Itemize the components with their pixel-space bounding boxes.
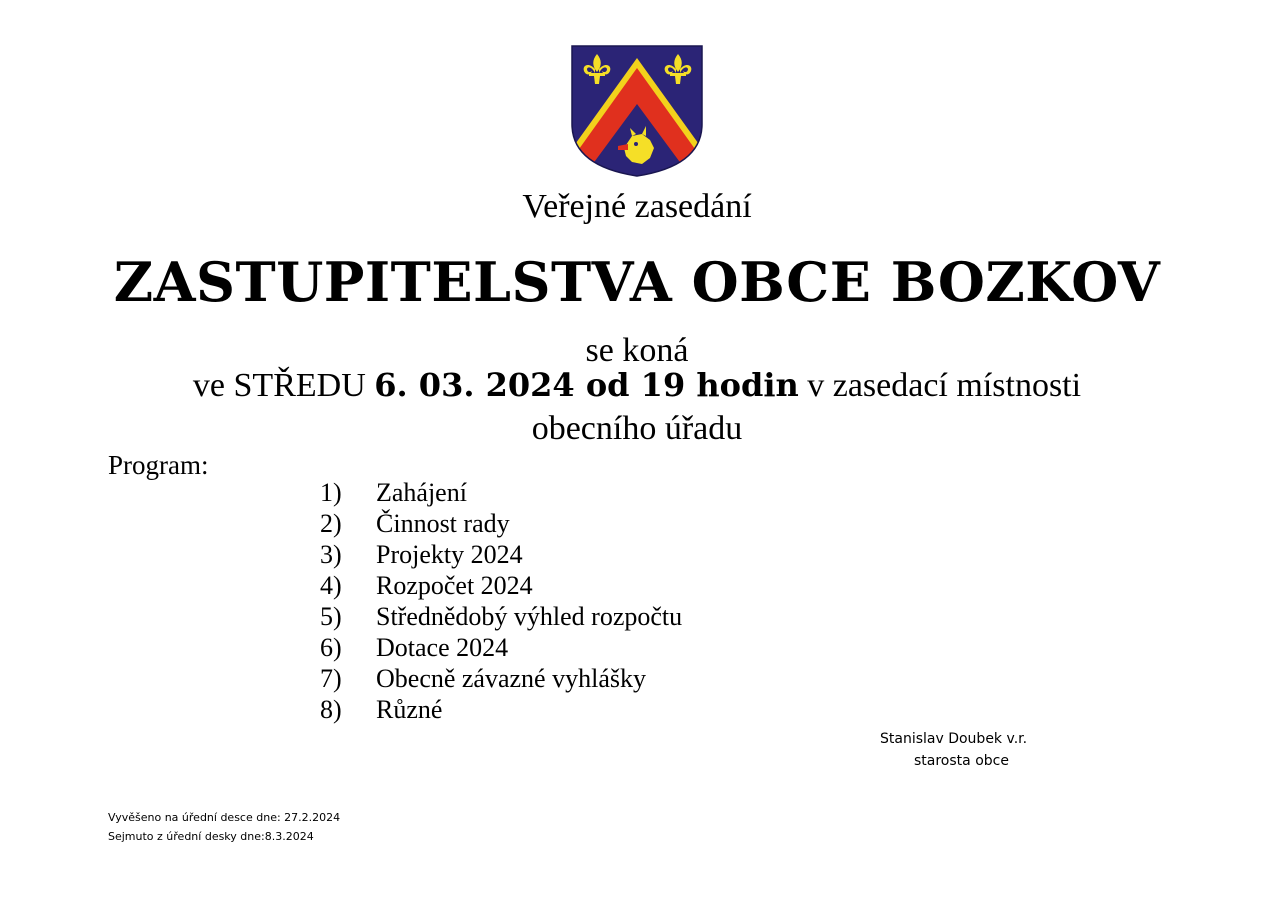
agenda-list	[320, 478, 682, 726]
meeting-type: Veřejné zasedání	[522, 188, 752, 225]
agenda-item	[320, 664, 682, 695]
program-label: Program:	[108, 450, 209, 480]
agenda-item	[320, 695, 682, 726]
agenda-item-text: Projekty 2024	[376, 540, 523, 569]
agenda-item-number: 7)	[320, 664, 342, 693]
agenda-item-text: Činnost rady	[376, 509, 510, 538]
agenda-item-number: 4)	[320, 571, 342, 600]
agenda-item-text: Rozpočet 2024	[376, 571, 533, 600]
agenda-item	[320, 478, 682, 509]
agenda-item	[320, 602, 682, 633]
meeting-datetime: 6. 03. 2024 od 19 hodin	[374, 366, 799, 404]
signature-name: Stanislav Doubek v.r.	[880, 731, 1028, 747]
agenda-item-text: Různé	[376, 695, 443, 724]
agenda-item-number: 1)	[320, 478, 342, 507]
page-title: ZASTUPITELSTVA OBCE BOZKOV	[113, 250, 1161, 314]
removed-date-note: Sejmuto z úřední desky dne:8.3.2024	[108, 830, 314, 843]
agenda-item-text: Střednědobý výhled rozpočtu	[376, 602, 683, 631]
agenda-item	[320, 633, 682, 664]
agenda-item	[320, 571, 682, 602]
agenda-item-number: 6)	[320, 633, 342, 662]
posted-date-note: Vyvěšeno na úřední desce dne: 27.2.2024	[108, 811, 341, 824]
announcement-line-1: se koná	[585, 332, 689, 369]
agenda-item-text: Obecně závazné vyhlášky	[376, 664, 646, 693]
coat-of-arms-icon	[570, 44, 704, 178]
agenda-item-number: 5)	[320, 602, 342, 631]
agenda-item-number: 3)	[320, 540, 342, 569]
agenda-item-number: 2)	[320, 509, 342, 538]
announcement-suffix: v zasedací místnosti	[798, 367, 1082, 404]
agenda-item-number: 8)	[320, 695, 342, 724]
announcement-line-2	[0, 366, 1274, 405]
agenda-item-text: Dotace 2024	[376, 633, 509, 662]
agenda-item-text: Zahájení	[376, 478, 467, 507]
agenda-item	[320, 509, 682, 540]
announcement-line-3: obecního úřadu	[531, 410, 743, 447]
signature-role: starosta obce	[914, 753, 1009, 769]
agenda-item	[320, 540, 682, 571]
announcement-prefix: ve STŘEDU	[192, 367, 375, 404]
